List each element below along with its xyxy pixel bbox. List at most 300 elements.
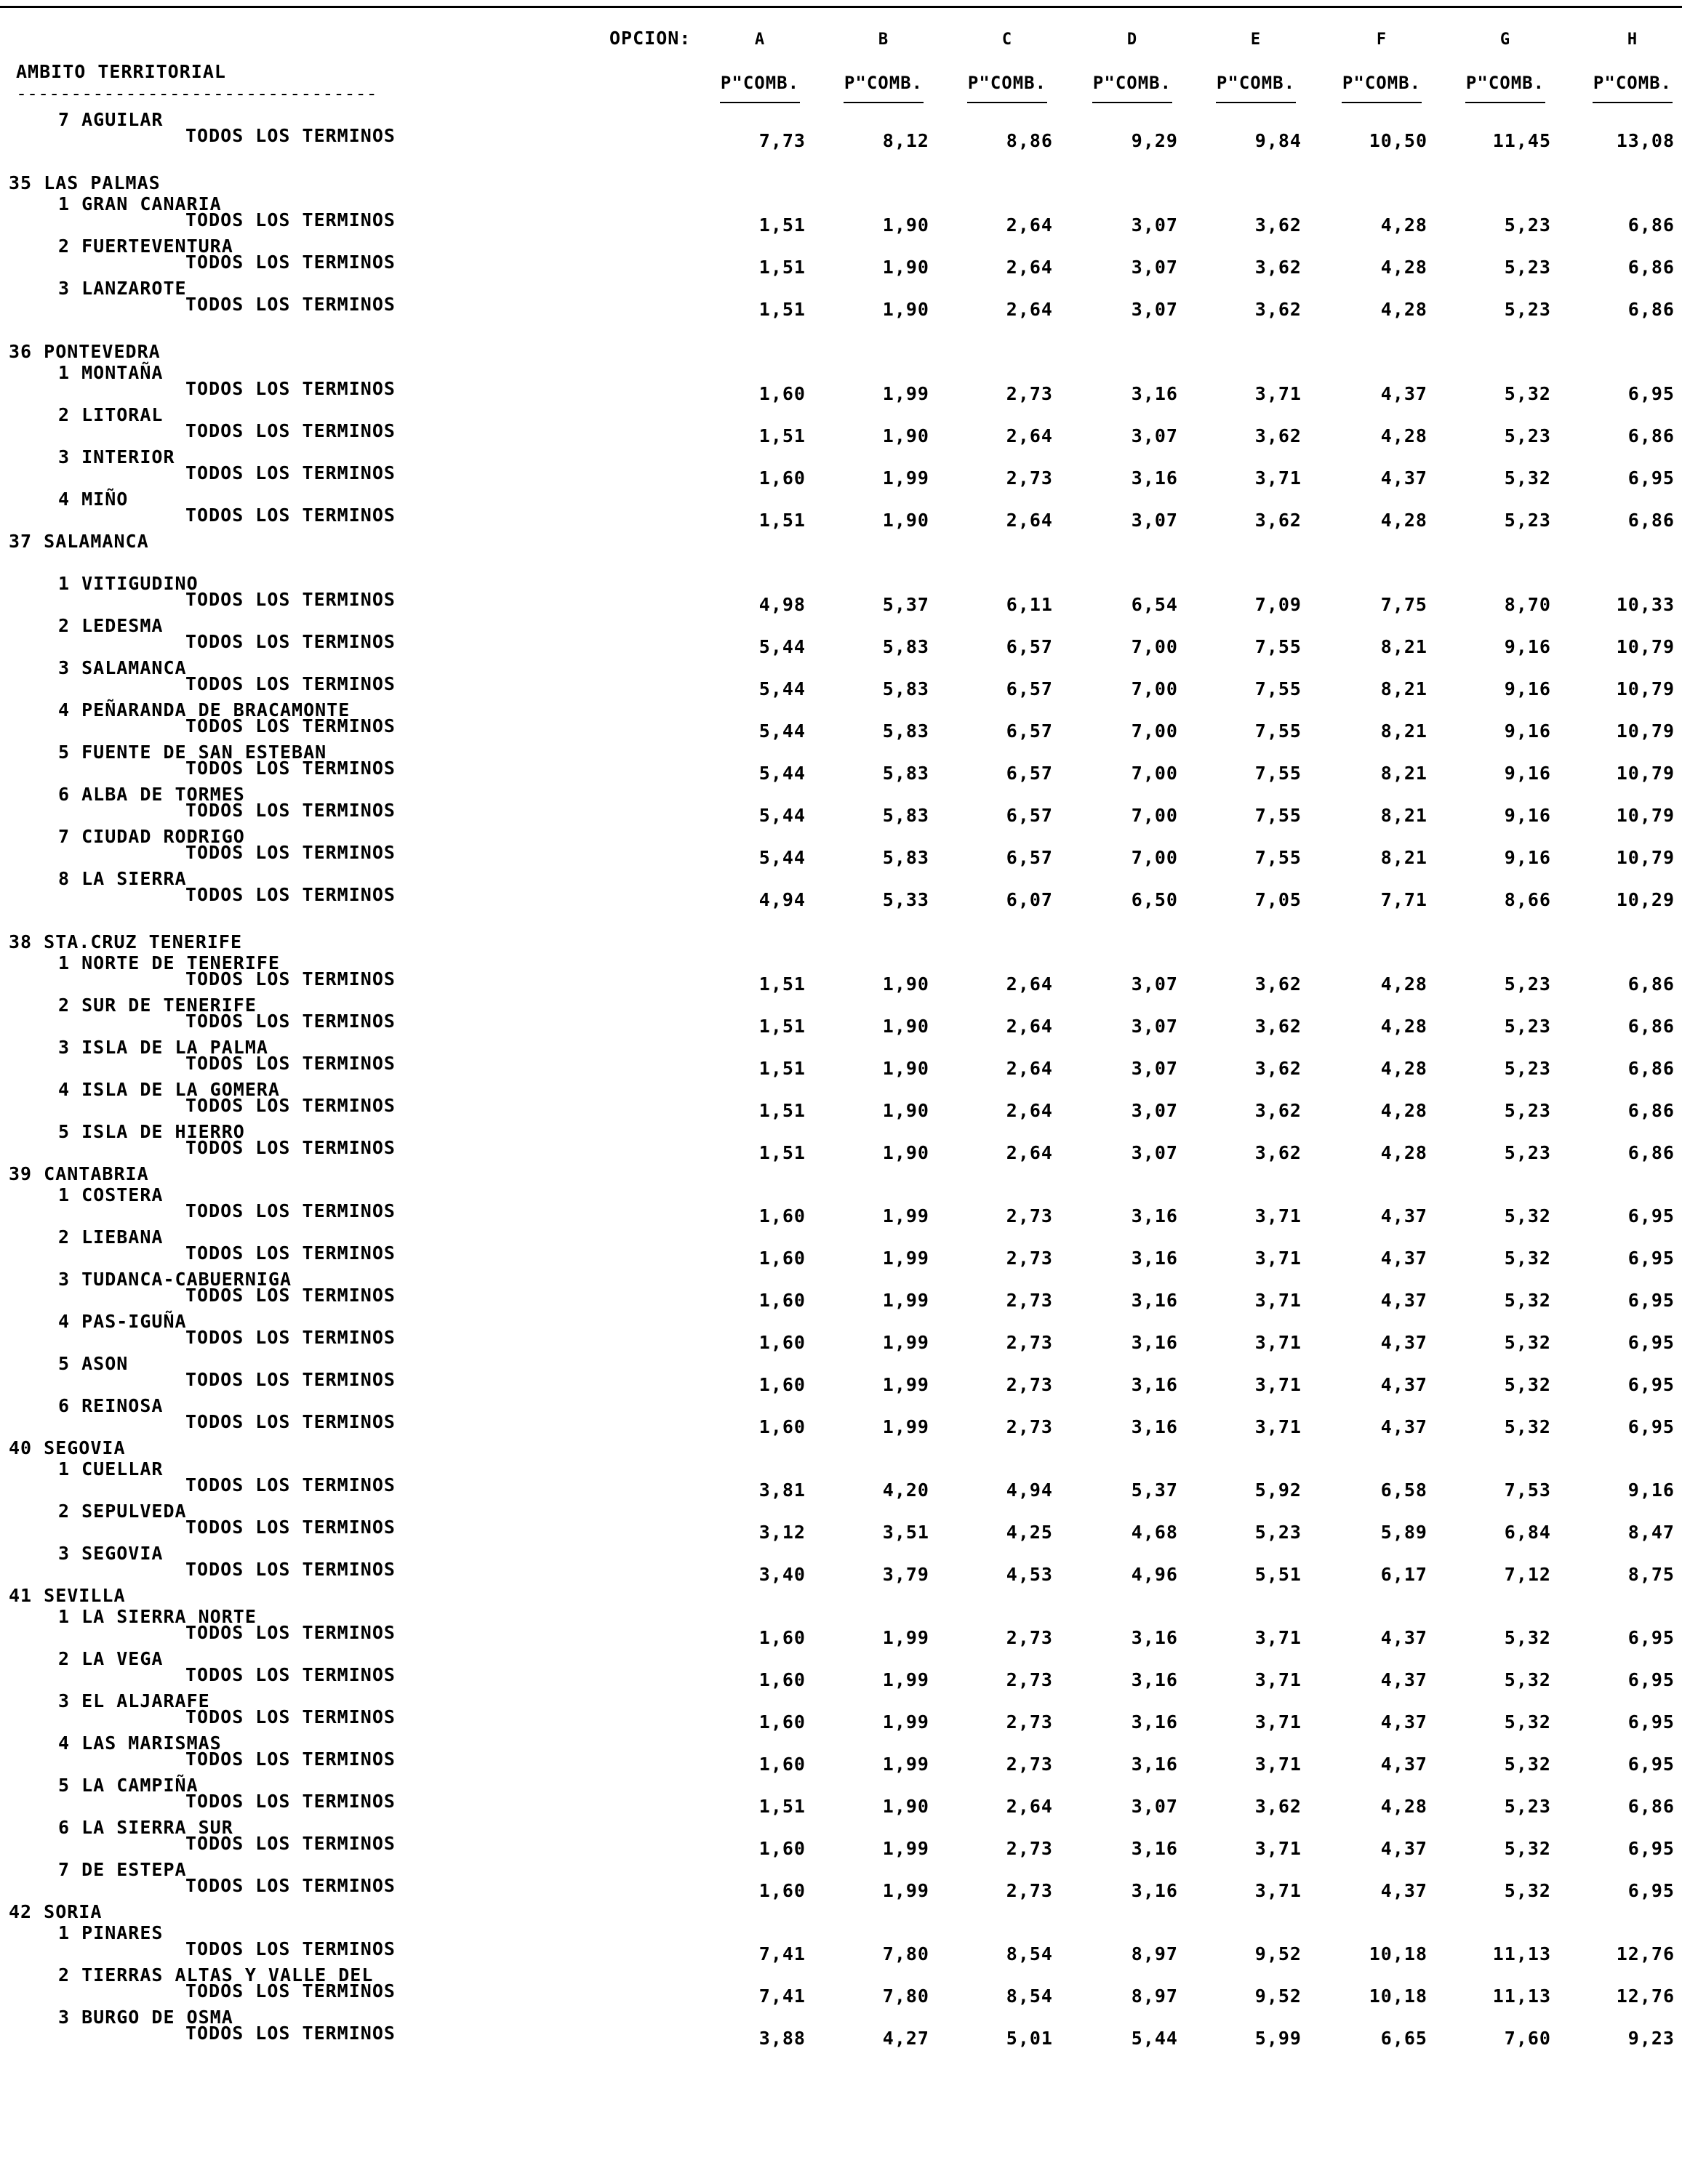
- value-cell: 6,95: [1627, 1838, 1675, 1859]
- value-cell: 7,55: [1254, 805, 1302, 826]
- value-cell: 2,73: [1006, 1754, 1053, 1775]
- value-cell: 10,79: [1616, 636, 1675, 657]
- value-cell: 5,32: [1504, 1754, 1551, 1775]
- value-cell: 5,89: [1380, 1522, 1427, 1543]
- term-label: TODOS LOS TERMINOS: [185, 462, 396, 483]
- value-cell: 6,57: [1006, 678, 1053, 699]
- district-label: 2 LITORAL: [58, 404, 164, 425]
- table-row: [0, 589, 1682, 615]
- value-cell: 12,76: [1616, 1986, 1675, 2007]
- term-label: TODOS LOS TERMINOS: [185, 1053, 396, 1074]
- value-cell: 6,95: [1627, 383, 1675, 404]
- district-label: 5 ASON: [58, 1353, 129, 1374]
- value-cell: 5,32: [1504, 383, 1551, 404]
- option-header-f: F: [1376, 31, 1387, 49]
- value-cell: 3,07: [1131, 1058, 1178, 1079]
- value-cell: 3,07: [1131, 1796, 1178, 1817]
- value-cell: 8,86: [1006, 130, 1053, 151]
- value-cell: 4,28: [1380, 1058, 1427, 1079]
- value-cell: 1,90: [882, 257, 929, 278]
- district-label: 2 TIERRAS ALTAS Y VALLE DEL: [58, 1964, 374, 1986]
- term-label: TODOS LOS TERMINOS: [185, 505, 396, 526]
- value-cell: 10,18: [1369, 1986, 1427, 2007]
- value-cell: 9,84: [1254, 130, 1302, 151]
- province-label: 37 SALAMANCA: [9, 531, 149, 552]
- value-cell: 1,60: [758, 1627, 806, 1648]
- table-row: [0, 758, 1682, 784]
- table-row: [0, 1200, 1682, 1227]
- value-cell: 7,09: [1254, 594, 1302, 615]
- value-cell: 4,37: [1380, 467, 1427, 489]
- value-cell: 7,00: [1131, 678, 1178, 699]
- term-label: TODOS LOS TERMINOS: [185, 1411, 396, 1432]
- value-cell: 3,16: [1131, 1205, 1178, 1227]
- value-cell: 3,40: [758, 1564, 806, 1585]
- province-label: 42 SORIA: [9, 1901, 103, 1922]
- district-label: 6 ALBA DE TORMES: [58, 784, 245, 805]
- table-row: [0, 1559, 1682, 1585]
- value-cell: 6,95: [1627, 1332, 1675, 1353]
- value-cell: 2,64: [1006, 510, 1053, 531]
- value-cell: 8,97: [1131, 1986, 1178, 2007]
- value-cell: 5,83: [882, 720, 929, 742]
- value-cell: 2,73: [1006, 1627, 1053, 1648]
- value-cell: 1,60: [758, 383, 806, 404]
- value-cell: 3,71: [1254, 1880, 1302, 1901]
- value-cell: 6,95: [1627, 1627, 1675, 1648]
- value-cell: 2,73: [1006, 1290, 1053, 1311]
- value-cell: 4,37: [1380, 1711, 1427, 1733]
- value-cell: 7,05: [1254, 889, 1302, 910]
- value-cell: 8,70: [1504, 594, 1551, 615]
- district-label: 5 ISLA DE HIERRO: [58, 1121, 245, 1142]
- district-label: 4 LAS MARISMAS: [58, 1733, 222, 1754]
- term-label: TODOS LOS TERMINOS: [185, 1137, 396, 1158]
- value-cell: 2,64: [1006, 214, 1053, 236]
- value-cell: 2,73: [1006, 1880, 1053, 1901]
- value-cell: 1,90: [882, 1016, 929, 1037]
- column-label: P"COMB.: [720, 73, 800, 93]
- province-heading: [0, 1901, 1682, 1922]
- value-cell: 7,60: [1504, 2028, 1551, 2049]
- column-label: P"COMB.: [1465, 73, 1545, 93]
- value-cell: 9,16: [1627, 1480, 1675, 1501]
- district-label: 1 MONTAÑA: [58, 362, 164, 383]
- value-cell: 4,28: [1380, 214, 1427, 236]
- value-cell: 1,90: [882, 1796, 929, 1817]
- column-underline: [720, 102, 800, 103]
- table-title: AMBITO TERRITORIAL: [16, 61, 226, 82]
- value-cell: 3,16: [1131, 1711, 1178, 1733]
- value-cell: 3,07: [1131, 257, 1178, 278]
- value-cell: 3,62: [1254, 1796, 1302, 1817]
- spacer: [0, 910, 1682, 931]
- value-cell: 6,86: [1627, 299, 1675, 320]
- value-cell: 7,53: [1504, 1480, 1551, 1501]
- value-cell: 3,16: [1131, 1290, 1178, 1311]
- table-row: [0, 1095, 1682, 1121]
- district-label: 3 ISLA DE LA PALMA: [58, 1037, 268, 1058]
- value-cell: 9,16: [1504, 636, 1551, 657]
- value-cell: 5,44: [1131, 2028, 1178, 2049]
- value-cell: 3,51: [882, 1522, 929, 1543]
- table-row: [0, 294, 1682, 320]
- value-cell: 1,51: [758, 1100, 806, 1121]
- value-cell: 3,07: [1131, 510, 1178, 531]
- value-cell: 3,71: [1254, 1290, 1302, 1311]
- value-cell: 5,32: [1504, 1669, 1551, 1690]
- value-cell: 6,57: [1006, 763, 1053, 784]
- value-cell: 5,44: [758, 847, 806, 868]
- term-label: TODOS LOS TERMINOS: [185, 1791, 396, 1812]
- value-cell: 5,83: [882, 636, 929, 657]
- value-cell: 6,58: [1380, 1480, 1427, 1501]
- value-cell: 5,92: [1254, 1480, 1302, 1501]
- value-cell: 3,71: [1254, 1332, 1302, 1353]
- value-cell: 6,86: [1627, 973, 1675, 995]
- value-cell: 8,12: [882, 130, 929, 151]
- value-cell: 2,64: [1006, 973, 1053, 995]
- value-cell: 7,80: [882, 1943, 929, 1964]
- value-cell: 3,79: [882, 1564, 929, 1585]
- district-label: 5 FUENTE DE SAN ESTEBAN: [58, 742, 327, 763]
- value-cell: 3,71: [1254, 467, 1302, 489]
- value-cell: 1,99: [882, 467, 929, 489]
- column-underline: [1465, 102, 1545, 103]
- value-cell: 2,64: [1006, 1058, 1053, 1079]
- value-cell: 13,08: [1616, 130, 1675, 151]
- value-cell: 3,07: [1131, 425, 1178, 446]
- value-cell: 6,86: [1627, 510, 1675, 531]
- value-cell: 5,44: [758, 720, 806, 742]
- table-row: [0, 1938, 1682, 1964]
- value-cell: 2,73: [1006, 467, 1053, 489]
- value-cell: 5,32: [1504, 1332, 1551, 1353]
- table-row: [0, 1833, 1682, 1859]
- value-cell: 7,41: [758, 1943, 806, 1964]
- value-cell: 6,57: [1006, 720, 1053, 742]
- term-label: TODOS LOS TERMINOS: [185, 1517, 396, 1538]
- value-cell: 4,37: [1380, 1754, 1427, 1775]
- value-cell: 1,99: [882, 1332, 929, 1353]
- value-cell: 7,75: [1380, 594, 1427, 615]
- column-underline: [967, 102, 1047, 103]
- value-cell: 5,23: [1254, 1522, 1302, 1543]
- value-cell: 1,90: [882, 973, 929, 995]
- value-cell: 7,00: [1131, 805, 1178, 826]
- value-cell: 5,32: [1504, 1838, 1551, 1859]
- value-cell: 6,86: [1627, 1058, 1675, 1079]
- value-cell: 5,44: [758, 678, 806, 699]
- value-cell: 9,52: [1254, 1943, 1302, 1964]
- province-label: 40 SEGOVIA: [9, 1437, 126, 1458]
- value-cell: 5,37: [1131, 1480, 1178, 1501]
- value-cell: 11,45: [1492, 130, 1551, 151]
- table-row: [0, 1011, 1682, 1037]
- value-cell: 2,64: [1006, 1796, 1053, 1817]
- table-row: [0, 1706, 1682, 1733]
- value-cell: 6,65: [1380, 2028, 1427, 2049]
- value-cell: 8,66: [1504, 889, 1551, 910]
- value-cell: 1,90: [882, 1100, 929, 1121]
- table-row: [0, 1875, 1682, 1901]
- value-cell: 2,64: [1006, 1100, 1053, 1121]
- district-label: 3 SALAMANCA: [58, 657, 187, 678]
- value-cell: 5,23: [1504, 510, 1551, 531]
- value-cell: 4,98: [758, 594, 806, 615]
- table-row: [0, 1622, 1682, 1648]
- term-label: TODOS LOS TERMINOS: [185, 1559, 396, 1580]
- province-heading: [0, 531, 1682, 552]
- table-row: [0, 884, 1682, 910]
- value-cell: 1,51: [758, 214, 806, 236]
- province-heading: [0, 341, 1682, 362]
- value-cell: 1,51: [758, 257, 806, 278]
- value-cell: 7,55: [1254, 763, 1302, 784]
- table-row: [0, 1517, 1682, 1543]
- value-cell: 5,44: [758, 805, 806, 826]
- value-cell: 1,51: [758, 425, 806, 446]
- term-label: TODOS LOS TERMINOS: [185, 1242, 396, 1264]
- value-cell: 4,37: [1380, 1290, 1427, 1311]
- value-cell: 6,95: [1627, 1205, 1675, 1227]
- table-row: [0, 1369, 1682, 1395]
- value-cell: 4,27: [882, 2028, 929, 2049]
- column-label: P"COMB.: [1216, 73, 1296, 93]
- value-cell: 7,41: [758, 1986, 806, 2007]
- value-cell: 1,60: [758, 1754, 806, 1775]
- value-cell: 4,28: [1380, 1100, 1427, 1121]
- value-cell: 10,79: [1616, 847, 1675, 868]
- option-header-e: E: [1250, 31, 1262, 49]
- value-cell: 6,95: [1627, 467, 1675, 489]
- value-cell: 1,99: [882, 1627, 929, 1648]
- value-cell: 7,00: [1131, 720, 1178, 742]
- value-cell: 4,28: [1380, 257, 1427, 278]
- district-label: 7 CIUDAD RODRIGO: [58, 826, 245, 847]
- value-cell: 5,32: [1504, 1205, 1551, 1227]
- value-cell: 3,81: [758, 1480, 806, 1501]
- value-cell: 2,73: [1006, 1332, 1053, 1353]
- table-row: [0, 378, 1682, 404]
- value-cell: 3,62: [1254, 1058, 1302, 1079]
- value-cell: 4,37: [1380, 1248, 1427, 1269]
- term-label: TODOS LOS TERMINOS: [185, 294, 396, 315]
- value-cell: 2,64: [1006, 257, 1053, 278]
- district-label: 3 TUDANCA-CABUERNIGA: [58, 1269, 292, 1290]
- value-cell: 4,94: [758, 889, 806, 910]
- value-cell: 6,84: [1504, 1522, 1551, 1543]
- value-cell: 9,23: [1627, 2028, 1675, 2049]
- value-cell: 3,16: [1131, 1248, 1178, 1269]
- term-label: TODOS LOS TERMINOS: [185, 1938, 396, 1959]
- term-label: TODOS LOS TERMINOS: [185, 2023, 396, 2044]
- value-cell: 9,16: [1504, 805, 1551, 826]
- term-label: TODOS LOS TERMINOS: [185, 1095, 396, 1116]
- value-cell: 6,57: [1006, 636, 1053, 657]
- value-cell: 1,99: [882, 383, 929, 404]
- value-cell: 5,32: [1504, 1290, 1551, 1311]
- value-cell: 10,29: [1616, 889, 1675, 910]
- value-cell: 1,60: [758, 1332, 806, 1353]
- value-cell: 6,50: [1131, 889, 1178, 910]
- value-cell: 2,64: [1006, 1142, 1053, 1163]
- value-cell: 5,23: [1504, 973, 1551, 995]
- value-cell: 6,57: [1006, 847, 1053, 868]
- value-cell: 3,71: [1254, 383, 1302, 404]
- data-table: [0, 109, 1682, 2049]
- value-cell: 5,23: [1504, 299, 1551, 320]
- term-label: TODOS LOS TERMINOS: [185, 1285, 396, 1306]
- term-label: TODOS LOS TERMINOS: [185, 1369, 396, 1390]
- district-label: 3 EL ALJARAFE: [58, 1690, 210, 1711]
- value-cell: 8,21: [1380, 763, 1427, 784]
- value-cell: 4,37: [1380, 1838, 1427, 1859]
- value-cell: 3,07: [1131, 1016, 1178, 1037]
- value-cell: 6,86: [1627, 1016, 1675, 1037]
- value-cell: 3,62: [1254, 1100, 1302, 1121]
- term-label: TODOS LOS TERMINOS: [185, 125, 396, 146]
- term-label: TODOS LOS TERMINOS: [185, 1706, 396, 1727]
- value-cell: 7,73: [758, 130, 806, 151]
- value-cell: 1,51: [758, 299, 806, 320]
- district-label: 1 NORTE DE TENERIFE: [58, 952, 280, 973]
- term-label: TODOS LOS TERMINOS: [185, 968, 396, 989]
- term-label: TODOS LOS TERMINOS: [185, 842, 396, 863]
- value-cell: 3,71: [1254, 1205, 1302, 1227]
- value-cell: 5,83: [882, 763, 929, 784]
- table-row: [0, 1411, 1682, 1437]
- value-cell: 5,83: [882, 805, 929, 826]
- value-cell: 1,60: [758, 1205, 806, 1227]
- value-cell: 6,86: [1627, 257, 1675, 278]
- district-label: 2 FUERTEVENTURA: [58, 236, 233, 257]
- value-cell: 6,11: [1006, 594, 1053, 615]
- district-label: 1 CUELLAR: [58, 1458, 164, 1480]
- value-cell: 11,13: [1492, 1943, 1551, 1964]
- value-cell: 2,73: [1006, 1248, 1053, 1269]
- term-label: TODOS LOS TERMINOS: [185, 758, 396, 779]
- value-cell: 6,95: [1627, 1669, 1675, 1690]
- value-cell: 5,23: [1504, 214, 1551, 236]
- district-label: 4 ISLA DE LA GOMERA: [58, 1079, 280, 1100]
- table-row: [0, 2023, 1682, 2049]
- value-cell: 7,00: [1131, 847, 1178, 868]
- option-header-a: A: [754, 31, 766, 49]
- value-cell: 1,90: [882, 1142, 929, 1163]
- table-row: [0, 715, 1682, 742]
- province-label: 41 SEVILLA: [9, 1585, 126, 1606]
- term-label: TODOS LOS TERMINOS: [185, 589, 396, 610]
- value-cell: 3,62: [1254, 973, 1302, 995]
- value-cell: 7,55: [1254, 636, 1302, 657]
- province-heading: [0, 1437, 1682, 1458]
- value-cell: 2,73: [1006, 1669, 1053, 1690]
- district-label: 1 PINARES: [58, 1922, 164, 1943]
- value-cell: 4,25: [1006, 1522, 1053, 1543]
- term-label: TODOS LOS TERMINOS: [185, 1749, 396, 1770]
- value-cell: 8,21: [1380, 636, 1427, 657]
- value-cell: 1,60: [758, 467, 806, 489]
- province-heading: [0, 1163, 1682, 1184]
- value-cell: 4,68: [1131, 1522, 1178, 1543]
- value-cell: 1,99: [882, 1374, 929, 1395]
- spacer: [0, 320, 1682, 341]
- value-cell: 7,55: [1254, 847, 1302, 868]
- value-cell: 1,60: [758, 1290, 806, 1311]
- value-cell: 1,51: [758, 1058, 806, 1079]
- column-underline: [844, 102, 924, 103]
- value-cell: 4,28: [1380, 299, 1427, 320]
- district-label: 3 BURGO DE OSMA: [58, 2007, 233, 2028]
- table-row: [0, 1327, 1682, 1353]
- value-cell: 4,37: [1380, 1669, 1427, 1690]
- value-cell: 5,32: [1504, 1416, 1551, 1437]
- value-cell: 8,97: [1131, 1943, 1178, 1964]
- value-cell: 2,64: [1006, 299, 1053, 320]
- table-row: [0, 420, 1682, 446]
- value-cell: 9,16: [1504, 847, 1551, 868]
- value-cell: 3,62: [1254, 1016, 1302, 1037]
- district-label: 6 LA SIERRA SUR: [58, 1817, 233, 1838]
- value-cell: 3,71: [1254, 1627, 1302, 1648]
- table-row: [0, 968, 1682, 995]
- value-cell: 3,07: [1131, 214, 1178, 236]
- value-cell: 4,20: [882, 1480, 929, 1501]
- value-cell: 3,88: [758, 2028, 806, 2049]
- option-header-b: B: [878, 31, 889, 49]
- value-cell: 6,95: [1627, 1711, 1675, 1733]
- value-cell: 5,44: [758, 763, 806, 784]
- term-label: TODOS LOS TERMINOS: [185, 1980, 396, 2002]
- value-cell: 4,37: [1380, 1332, 1427, 1353]
- province-label: 35 LAS PALMAS: [9, 172, 161, 193]
- value-cell: 4,28: [1380, 1016, 1427, 1037]
- value-cell: 5,83: [882, 847, 929, 868]
- value-cell: 6,86: [1627, 1100, 1675, 1121]
- value-cell: 2,64: [1006, 1016, 1053, 1037]
- district-label: 8 LA SIERRA: [58, 868, 187, 889]
- option-header-g: G: [1499, 31, 1511, 49]
- term-label: TODOS LOS TERMINOS: [185, 1664, 396, 1685]
- province-heading: [0, 1585, 1682, 1606]
- top-rule: [0, 6, 1682, 8]
- value-cell: 5,01: [1006, 2028, 1053, 2049]
- district-label: 1 GRAN CANARIA: [58, 193, 222, 214]
- value-cell: 3,62: [1254, 257, 1302, 278]
- table-row: [0, 1242, 1682, 1269]
- value-cell: 8,47: [1627, 1522, 1675, 1543]
- value-cell: 8,21: [1380, 805, 1427, 826]
- value-cell: 3,07: [1131, 299, 1178, 320]
- spacer: [0, 151, 1682, 172]
- value-cell: 9,52: [1254, 1986, 1302, 2007]
- value-cell: 1,51: [758, 973, 806, 995]
- value-cell: 2,64: [1006, 425, 1053, 446]
- province-label: 36 PONTEVEDRA: [9, 341, 161, 362]
- value-cell: 9,16: [1504, 720, 1551, 742]
- value-cell: 4,37: [1380, 1627, 1427, 1648]
- value-cell: 1,51: [758, 1142, 806, 1163]
- value-cell: 1,60: [758, 1880, 806, 1901]
- value-cell: 1,51: [758, 510, 806, 531]
- term-label: TODOS LOS TERMINOS: [185, 420, 396, 441]
- term-label: TODOS LOS TERMINOS: [185, 631, 396, 652]
- value-cell: 5,32: [1504, 1627, 1551, 1648]
- term-label: TODOS LOS TERMINOS: [185, 884, 396, 905]
- district-label: 4 PAS-IGUÑA: [58, 1311, 187, 1332]
- table-row: [0, 631, 1682, 657]
